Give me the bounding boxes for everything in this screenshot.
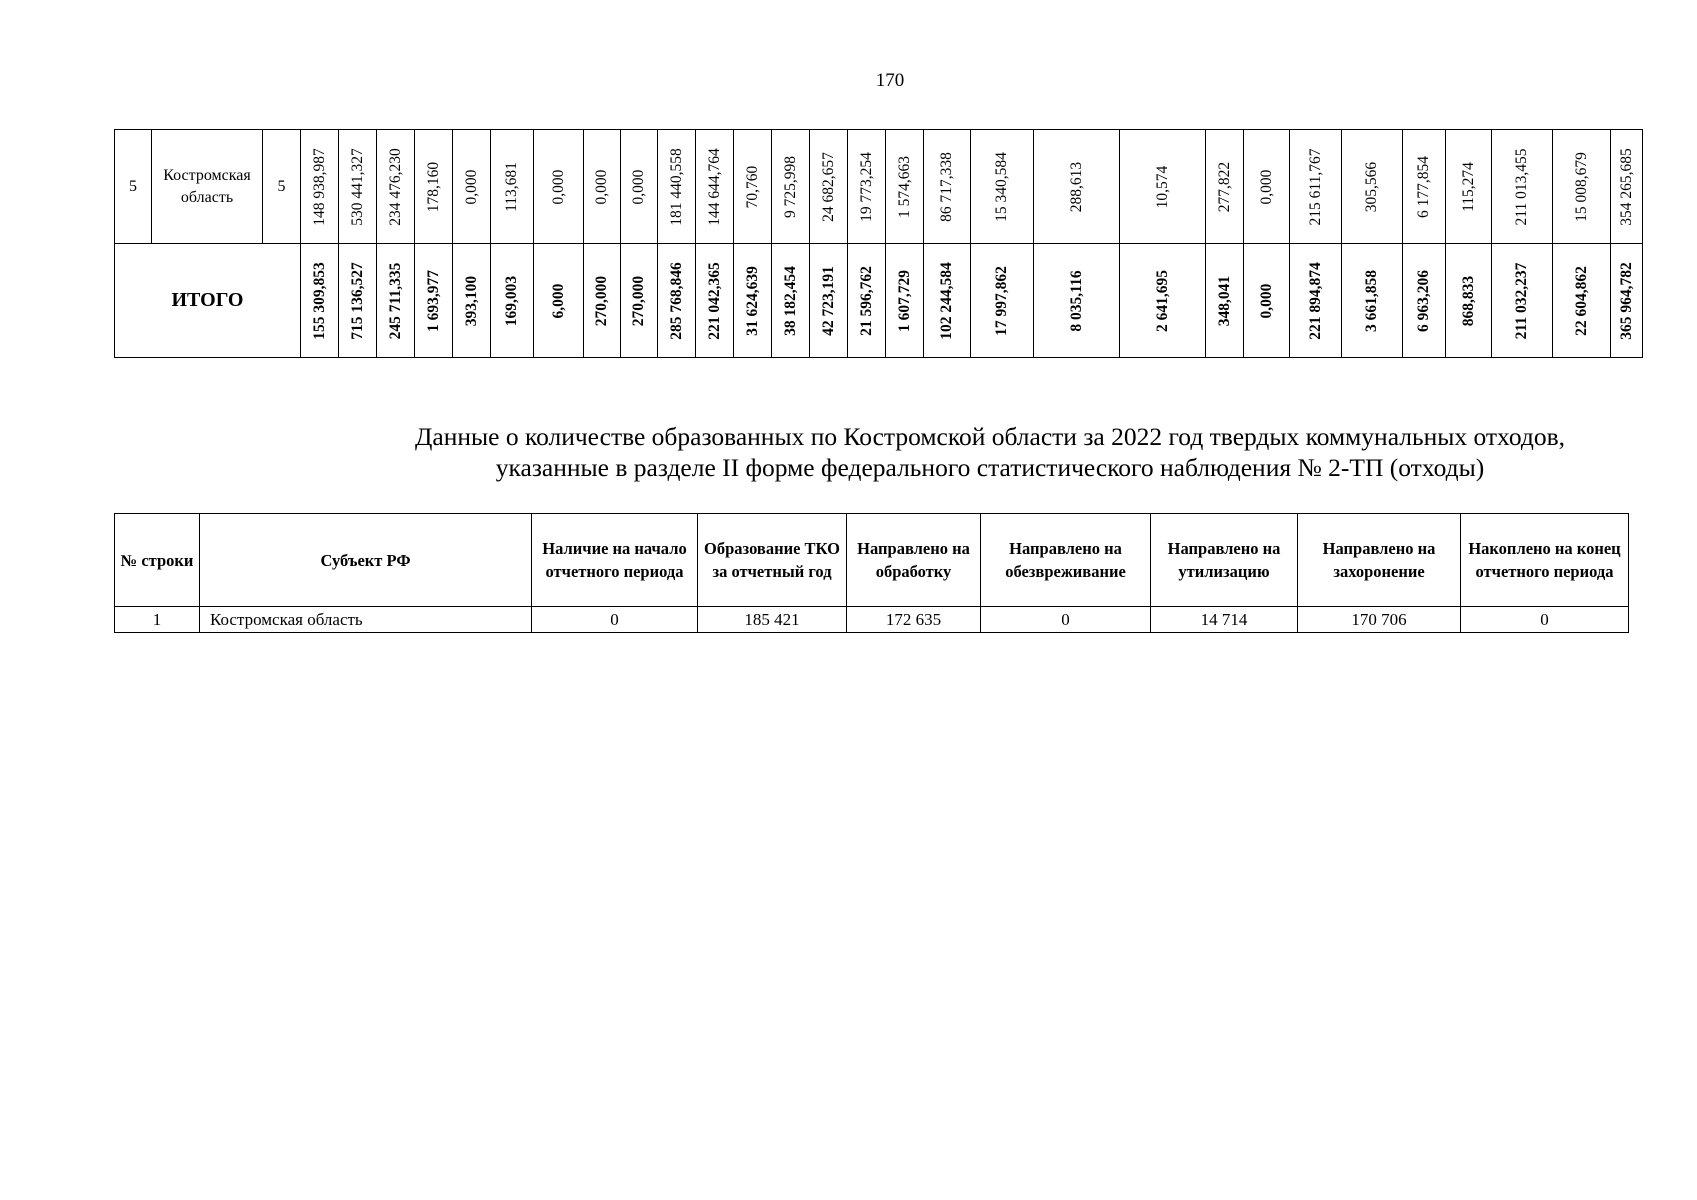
- value-text: 178,160: [424, 161, 442, 212]
- value-cell: [491, 130, 534, 244]
- value-cell: [1206, 130, 1244, 244]
- total-text: 22 604,862: [1572, 265, 1590, 336]
- value-text: 0,000: [462, 169, 480, 204]
- total-text: 17 997,862: [993, 265, 1010, 336]
- row-number: 5: [115, 130, 152, 244]
- total-text: 42 723,191: [819, 265, 837, 336]
- value-cell: [453, 130, 491, 244]
- title-line-1: Данные о количестве образованных по Костромской области за 2022 год твердых коммунальных отходов,: [415, 422, 1565, 451]
- total-cell: [377, 244, 415, 358]
- value-cell: [734, 130, 772, 244]
- value-cell: [696, 130, 734, 244]
- total-text: 348,041: [1215, 275, 1233, 326]
- value-cell: [1492, 130, 1553, 244]
- total-text: 8 035,116: [1067, 269, 1085, 332]
- total-text: 285 768,846: [667, 261, 685, 340]
- table-row-total: [115, 244, 1643, 358]
- total-cell: [534, 244, 584, 358]
- value-cell: [924, 130, 971, 244]
- value-text: 15 008,679: [1572, 151, 1590, 222]
- value-text: 288,613: [1067, 161, 1085, 212]
- total-text: 21 596,762: [857, 265, 875, 336]
- total-text: 102 244,584: [938, 261, 955, 340]
- total-cell: [1290, 244, 1342, 358]
- region-name: Костромская область: [152, 130, 263, 244]
- value-cell: [377, 130, 415, 244]
- column-header: Направлено на утилизацию: [1151, 514, 1298, 607]
- value-cell: [658, 130, 696, 244]
- total-cell: [1206, 244, 1244, 358]
- total-cell: [971, 244, 1034, 358]
- value-text: 19 773,254: [857, 151, 875, 222]
- value-text: 305,566: [1363, 161, 1380, 212]
- table-cell: 1: [115, 607, 200, 633]
- total-cell: [1403, 244, 1446, 358]
- value-text: 10,574: [1153, 165, 1171, 208]
- column-header: Субъект РФ: [200, 514, 532, 607]
- value-text: 234 476,230: [386, 147, 404, 226]
- total-text: 155 309,853: [310, 261, 328, 340]
- value-text: 70,760: [743, 165, 761, 208]
- value-text: 0,000: [630, 169, 647, 204]
- total-text: 270,000: [630, 275, 647, 326]
- total-text: 221 042,365: [705, 261, 723, 340]
- region-code: 5: [263, 130, 301, 244]
- column-header: Накоплено на конец отчетного периода: [1461, 514, 1629, 607]
- column-header: № строки: [115, 514, 200, 607]
- tko-summary-table: [114, 513, 1629, 633]
- value-text: 215 611,767: [1306, 148, 1324, 225]
- value-text: 6 177,854: [1415, 155, 1432, 218]
- value-cell: [848, 130, 886, 244]
- value-cell: [339, 130, 377, 244]
- value-cell: [1120, 130, 1206, 244]
- total-text: 715 136,527: [348, 261, 366, 340]
- total-cell: [696, 244, 734, 358]
- column-header: Направлено на обработку: [847, 514, 981, 607]
- column-header: Наличие на начало отчетного периода: [532, 514, 698, 607]
- total-text: 393,100: [462, 275, 480, 326]
- value-cell: [772, 130, 810, 244]
- total-cell: [584, 244, 621, 358]
- total-cell: [1611, 244, 1643, 358]
- table-cell: 0: [1461, 607, 1629, 633]
- total-cell: [415, 244, 453, 358]
- column-header: Направлено на захоронение: [1298, 514, 1461, 607]
- value-text: 115,274: [1459, 161, 1477, 212]
- value-cell: [1611, 130, 1643, 244]
- value-text: 0,000: [593, 169, 610, 204]
- value-text: 144 644,764: [705, 147, 723, 226]
- title-line-2: указанные в разделе II форме федерального статистического наблюдения № 2-ТП (отходы): [495, 453, 1485, 482]
- value-cell: [1446, 130, 1492, 244]
- value-cell: [1034, 130, 1120, 244]
- total-text: 0,000: [1257, 283, 1275, 318]
- total-cell: [1492, 244, 1553, 358]
- total-cell: [339, 244, 377, 358]
- table-cell: 170 706: [1298, 607, 1461, 633]
- total-cell: [848, 244, 886, 358]
- total-text: 211 032,237: [1513, 262, 1530, 339]
- total-cell: [810, 244, 848, 358]
- value-cell: [1342, 130, 1403, 244]
- table-cell: 14 714: [1151, 607, 1298, 633]
- total-text: 3 661,858: [1363, 269, 1380, 332]
- total-cell: [1034, 244, 1120, 358]
- value-cell: [886, 130, 924, 244]
- total-label: ИТОГО: [115, 244, 301, 358]
- total-cell: [1342, 244, 1403, 358]
- value-text: 277,822: [1215, 161, 1233, 212]
- total-cell: [772, 244, 810, 358]
- total-cell: [491, 244, 534, 358]
- total-text: 365 964,782: [1617, 261, 1635, 340]
- table-cell: 172 635: [847, 607, 981, 633]
- total-cell: [1553, 244, 1611, 358]
- total-cell: [453, 244, 491, 358]
- column-header: Образование ТКО за отчетный год: [698, 514, 847, 607]
- total-text: 6,000: [549, 283, 567, 318]
- value-text: 86 717,338: [938, 151, 955, 222]
- total-text: 6 963,206: [1415, 269, 1432, 332]
- total-text: 1 607,729: [895, 269, 913, 332]
- value-text: 0,000: [1257, 169, 1275, 204]
- total-text: 2 641,695: [1153, 269, 1171, 332]
- total-text: 270,000: [593, 275, 610, 326]
- value-text: 181 440,558: [667, 147, 685, 226]
- table-cell: Костромская область: [200, 607, 532, 633]
- total-text: 169,003: [503, 275, 520, 326]
- total-cell: [621, 244, 658, 358]
- total-text: 245 711,335: [386, 262, 404, 339]
- table-row: [115, 130, 1643, 244]
- total-cell: [1120, 244, 1206, 358]
- value-text: 0,000: [549, 169, 567, 204]
- value-cell: [1244, 130, 1290, 244]
- value-text: 148 938,987: [310, 147, 328, 226]
- value-cell: [621, 130, 658, 244]
- table-cell: 0: [532, 607, 698, 633]
- table-cell: 185 421: [698, 607, 847, 633]
- value-cell: [301, 130, 339, 244]
- table-header-row: [115, 514, 1629, 607]
- document-title: [200, 421, 1697, 483]
- value-text: 530 441,327: [348, 147, 366, 226]
- value-text: 113,681: [503, 161, 520, 212]
- value-cell: [971, 130, 1034, 244]
- value-cell: [584, 130, 621, 244]
- value-cell: [534, 130, 584, 244]
- total-cell: [1244, 244, 1290, 358]
- total-cell: [658, 244, 696, 358]
- value-text: 9 725,998: [781, 155, 799, 218]
- total-text: 868,833: [1459, 275, 1477, 326]
- value-text: 211 013,455: [1513, 148, 1530, 225]
- total-text: 1 693,977: [424, 269, 442, 332]
- total-text: 31 624,639: [743, 265, 761, 336]
- column-header: Направлено на обезвреживание: [981, 514, 1151, 607]
- table-row: [115, 607, 1629, 633]
- value-cell: [810, 130, 848, 244]
- table-cell: 0: [981, 607, 1151, 633]
- waste-data-table: [114, 129, 1643, 358]
- total-text: 221 894,874: [1306, 261, 1324, 340]
- value-cell: [1290, 130, 1342, 244]
- total-cell: [301, 244, 339, 358]
- value-text: 1 574,663: [895, 155, 913, 218]
- value-text: 15 340,584: [993, 151, 1010, 222]
- value-cell: [415, 130, 453, 244]
- total-cell: [734, 244, 772, 358]
- value-text: 354 265,685: [1617, 147, 1635, 226]
- total-cell: [924, 244, 971, 358]
- total-cell: [1446, 244, 1492, 358]
- total-text: 38 182,454: [781, 265, 799, 336]
- value-text: 24 682,657: [819, 151, 837, 222]
- value-cell: [1553, 130, 1611, 244]
- page-number: 170: [875, 70, 905, 91]
- total-cell: [886, 244, 924, 358]
- value-cell: [1403, 130, 1446, 244]
